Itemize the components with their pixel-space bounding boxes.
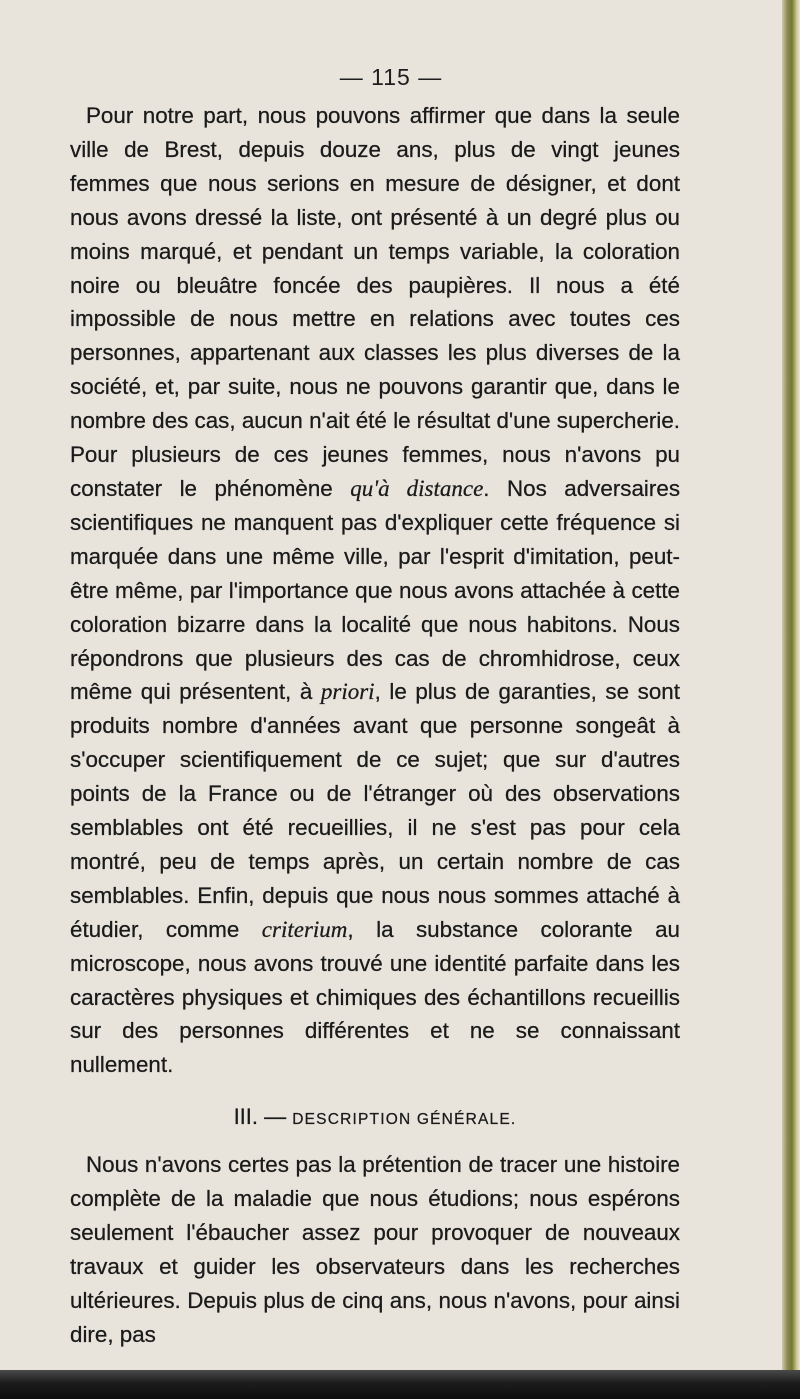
italic-qua-distance: qu'à distance <box>350 475 484 501</box>
italic-criterium: criterium <box>261 916 348 942</box>
section-dash: — <box>258 1104 293 1130</box>
section-numeral: III. <box>233 1104 259 1130</box>
paragraph-1-text-a: Pour notre part, nous pouvons affirmer que dans la seule ville de Brest, depuis douze ans, plus de vingt jeunes femmes que nous serions en mesure de désigner, et dont nous avons dressé la liste, ont présenté à un degré plus ou moins marqué, et pendant un temps variable, la coloration noire ou bleuâtre foncée des paupières. Il nous a été impossible de nous mettre en relations avec toutes ces personnes, appartenant aux classes les plus diverses de la société, et, par suite, nous ne pouvons garantir que, dans le nombre des cas, aucun n'ait été le résultat d'une supercherie. Pour plusieurs de ces jeunes femmes, nous n'avons pu constater le phénomène <box>70 103 680 501</box>
section-title: DESCRIPTION GÉNÉRALE. <box>292 1111 517 1129</box>
italic-priori: priori <box>320 679 375 705</box>
page-edge-shadow <box>782 0 800 1399</box>
paragraph-1-text-b: . Nos adversaires scientifiques ne manquent pas d'expliquer cette fréquence si marquée dans une même ville, par l'esprit d'imitation, peut-être même, par l'importance que nous avons attachée à cette coloration bizarre dans la localité que nous habitons. Nous répondrons que plusieurs des cas de chromhidrose, ceux même qui présentent, à <box>70 475 681 705</box>
paragraph-1 <box>70 99 680 1082</box>
section-heading <box>70 1100 680 1136</box>
page-number: — 115 — <box>339 64 443 90</box>
paragraph-1-text-c: , le plus de garanties, se sont produits nombre d'années avant que personne songeât à s'occuper scientifiquement de ce sujet; que sur d'autres points de la France ou de l'étranger où des observations semblables ont été recueillies, il ne s'est pas pour cela montré, peu de temps après, un certain nombre de cas semblables. Enfin, depuis que nous nous sommes attaché à étudier, comme <box>70 679 680 942</box>
paragraph-1-text-d: , la substance colorante au microscope, nous avons trouvé une identité parfaite dans les caractères physiques et chimiques des échantillons recueillis sur des personnes différentes et ne se connaissant nullement. <box>70 916 681 1078</box>
bottom-dark-band <box>0 1370 800 1399</box>
body-text <box>70 99 680 1352</box>
paragraph-2: Nous n'avons certes pas la prétention de tracer une histoire complète de la maladie que nous étudions; nous espérons seulement l'ébaucher assez pour provoquer de nouveaux travaux et guider les observateurs dans les recherches ultérieures. Depuis plus de cinq ans, nous n'avons, pour ainsi dire, pas <box>70 1152 680 1347</box>
